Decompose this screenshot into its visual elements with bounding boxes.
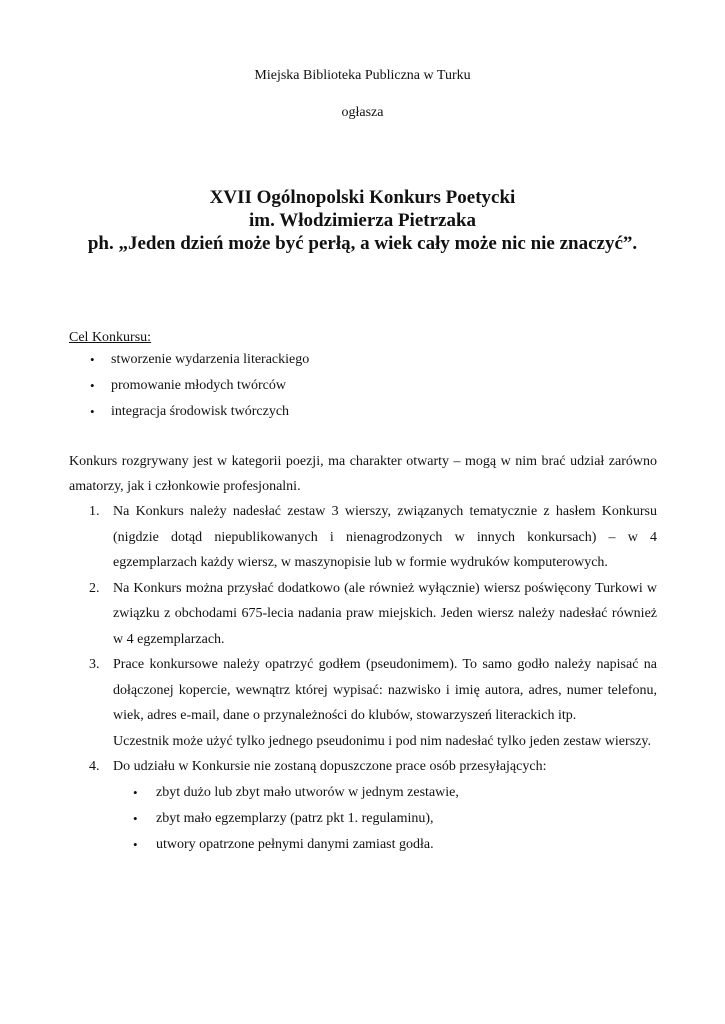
rule-item — [69, 576, 657, 653]
rule-number: 3. — [89, 657, 100, 672]
goals-list — [69, 347, 657, 425]
list-item — [69, 347, 657, 373]
bullet-icon: • — [133, 836, 138, 852]
exclusion-text: zbyt mało egzemplarzy (patrz pkt 1. regulaminu), — [156, 810, 434, 826]
rule-item — [69, 499, 657, 576]
rules-list — [69, 499, 657, 858]
list-item — [69, 399, 657, 425]
document-body — [69, 329, 657, 858]
goal-text: integracja środowisk twórczych — [111, 404, 290, 419]
rule-text: Na Konkurs należy nadesłać zestaw 3 wierszy, związanych tematycznie z hasłem Konkursu (nigdzie dotąd niepublikowanych i nienagrodzonych w innych konkursach) – w 4 egzemplarzach każdy wiersz, w maszynopisie lub w formie wydruków komputerowych. — [113, 504, 657, 570]
rule-text: Na Konkurs można przysłać dodatkowo (ale również wyłącznie) wiersz poświęcony Turkowi w związku z obchodami 675-lecia nadania praw miejskich. Jeden wiersz należy nadesłać również w 4 egzemplarzach. — [113, 580, 657, 647]
exclusion-text: utwory opatrzone pełnymi danymi zamiast godła. — [156, 836, 434, 852]
goal-text: stworzenie wydarzenia literackiego — [111, 352, 310, 367]
rule-item — [69, 754, 657, 858]
bullet-icon: • — [90, 378, 95, 393]
bullet-icon: • — [90, 352, 95, 367]
announces-line: ogłasza — [341, 105, 384, 120]
rule-item — [69, 652, 657, 754]
rule-text: Prace konkursowe należy opatrzyć godłem (pseudonimem). To samo godło należy napisać na dołączonej kopercie, wewnątrz której wypisać: nazwisko i imię autora, adres, numer telefonu, wiek, adres e-mail, dane o przynależności do klubów, stowarzyszeń literackich itp. — [113, 657, 657, 723]
list-item — [113, 806, 657, 832]
contest-title — [0, 186, 725, 255]
bullet-icon: • — [90, 404, 95, 419]
title-line-1: XVII Ogólnopolski Konkurs Poetycki — [209, 187, 516, 208]
organizer-line: Miejska Biblioteka Publiczna w Turku — [254, 68, 471, 83]
bullet-icon: • — [133, 810, 138, 826]
goals-heading: Cel Konkursu: — [69, 330, 152, 345]
rule-number: 4. — [89, 759, 100, 774]
rule-number: 2. — [89, 580, 100, 596]
intro-paragraph: Konkurs rozgrywany jest w kategorii poezji, ma charakter otwarty – mogą w nim brać udział zarówno amatorzy, jak i członkowie profesjonalni. — [69, 454, 657, 494]
rule-text: Do udziału w Konkursie nie zostaną dopuszczone prace osób przesyłających: — [113, 759, 547, 774]
title-line-3: ph. „Jeden dzień może być perłą, a wiek cały może nic nie znaczyć”. — [87, 233, 638, 254]
exclusion-text: zbyt dużo lub zbyt mało utworów w jednym zestawie, — [156, 784, 459, 800]
exclusions-list — [113, 780, 657, 858]
list-item — [113, 780, 657, 806]
rule-text-continued: Uczestnik może użyć tylko jednego pseudonimu i pod nim nadesłać tylko jeden zestaw wierszy. — [113, 733, 651, 749]
goal-text: promowanie młodych twórców — [111, 378, 286, 393]
title-line-2: im. Włodzimierza Pietrzaka — [248, 210, 477, 231]
list-item — [69, 373, 657, 399]
list-item — [113, 832, 657, 858]
rule-number: 1. — [89, 504, 100, 519]
bullet-icon: • — [133, 784, 138, 800]
